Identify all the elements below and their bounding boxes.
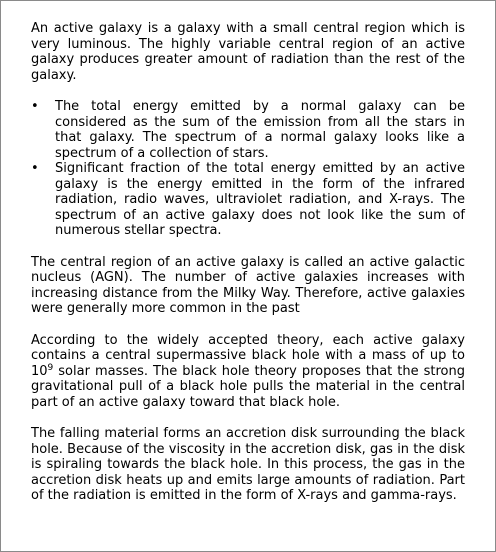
document-body	[31, 21, 465, 520]
mass-exponent: 9	[47, 362, 54, 373]
intro-paragraph: An active galaxy is a galaxy with a small central region which is very luminous. The highly variable central region of an active galaxy produces greater amount of radiation than the rest of the galaxy.	[31, 21, 465, 83]
bullet-list	[31, 99, 465, 239]
paragraph-text-start: According to the widely accepted theory, each active galaxy contains a central supermassive black hole with a mass of up to 10	[31, 332, 465, 379]
bullet-icon: •	[31, 99, 39, 114]
bullet-icon: •	[31, 161, 39, 176]
black-hole-theory-paragraph	[31, 333, 465, 411]
agn-paragraph: The central region of an active galaxy is called an active galactic nucleus (AGN). The number of active galaxies increases with increasing distance from the Milky Way. Therefore, active galaxies were generally more common in the past	[31, 254, 465, 316]
paragraph-text-end: solar masses. The black hole theory proposes that the strong gravitational pull of a black hole pulls the material in the central part of an active galaxy toward that black hole.	[31, 363, 465, 410]
list-item	[31, 161, 465, 239]
accretion-disk-paragraph: The falling material forms an accretion disk surrounding the black hole. Because of the viscosity in the accretion disk, gas in the disk is spiraling towards the black hole. In this process, the gas in the accretion disk heats up and emits large amounts of radiation. Part of the radiation is emitted in the form of X-rays and gamma-rays.	[31, 426, 465, 503]
list-item-text: The total energy emitted by a normal galaxy can be considered as the sum of the emission from all the stars in that galaxy. The spectrum of a normal galaxy looks like a spectrum of a collection of stars.	[55, 99, 465, 161]
list-item-text: Significant fraction of the total energy emitted by an active galaxy is the energy emitted in the form of the infrared radiation, radio waves, ultraviolet radiation, and X-rays. The spectrum of an active galaxy does not look like the sum of numerous stellar spectra.	[55, 161, 465, 238]
list-item	[31, 99, 465, 161]
